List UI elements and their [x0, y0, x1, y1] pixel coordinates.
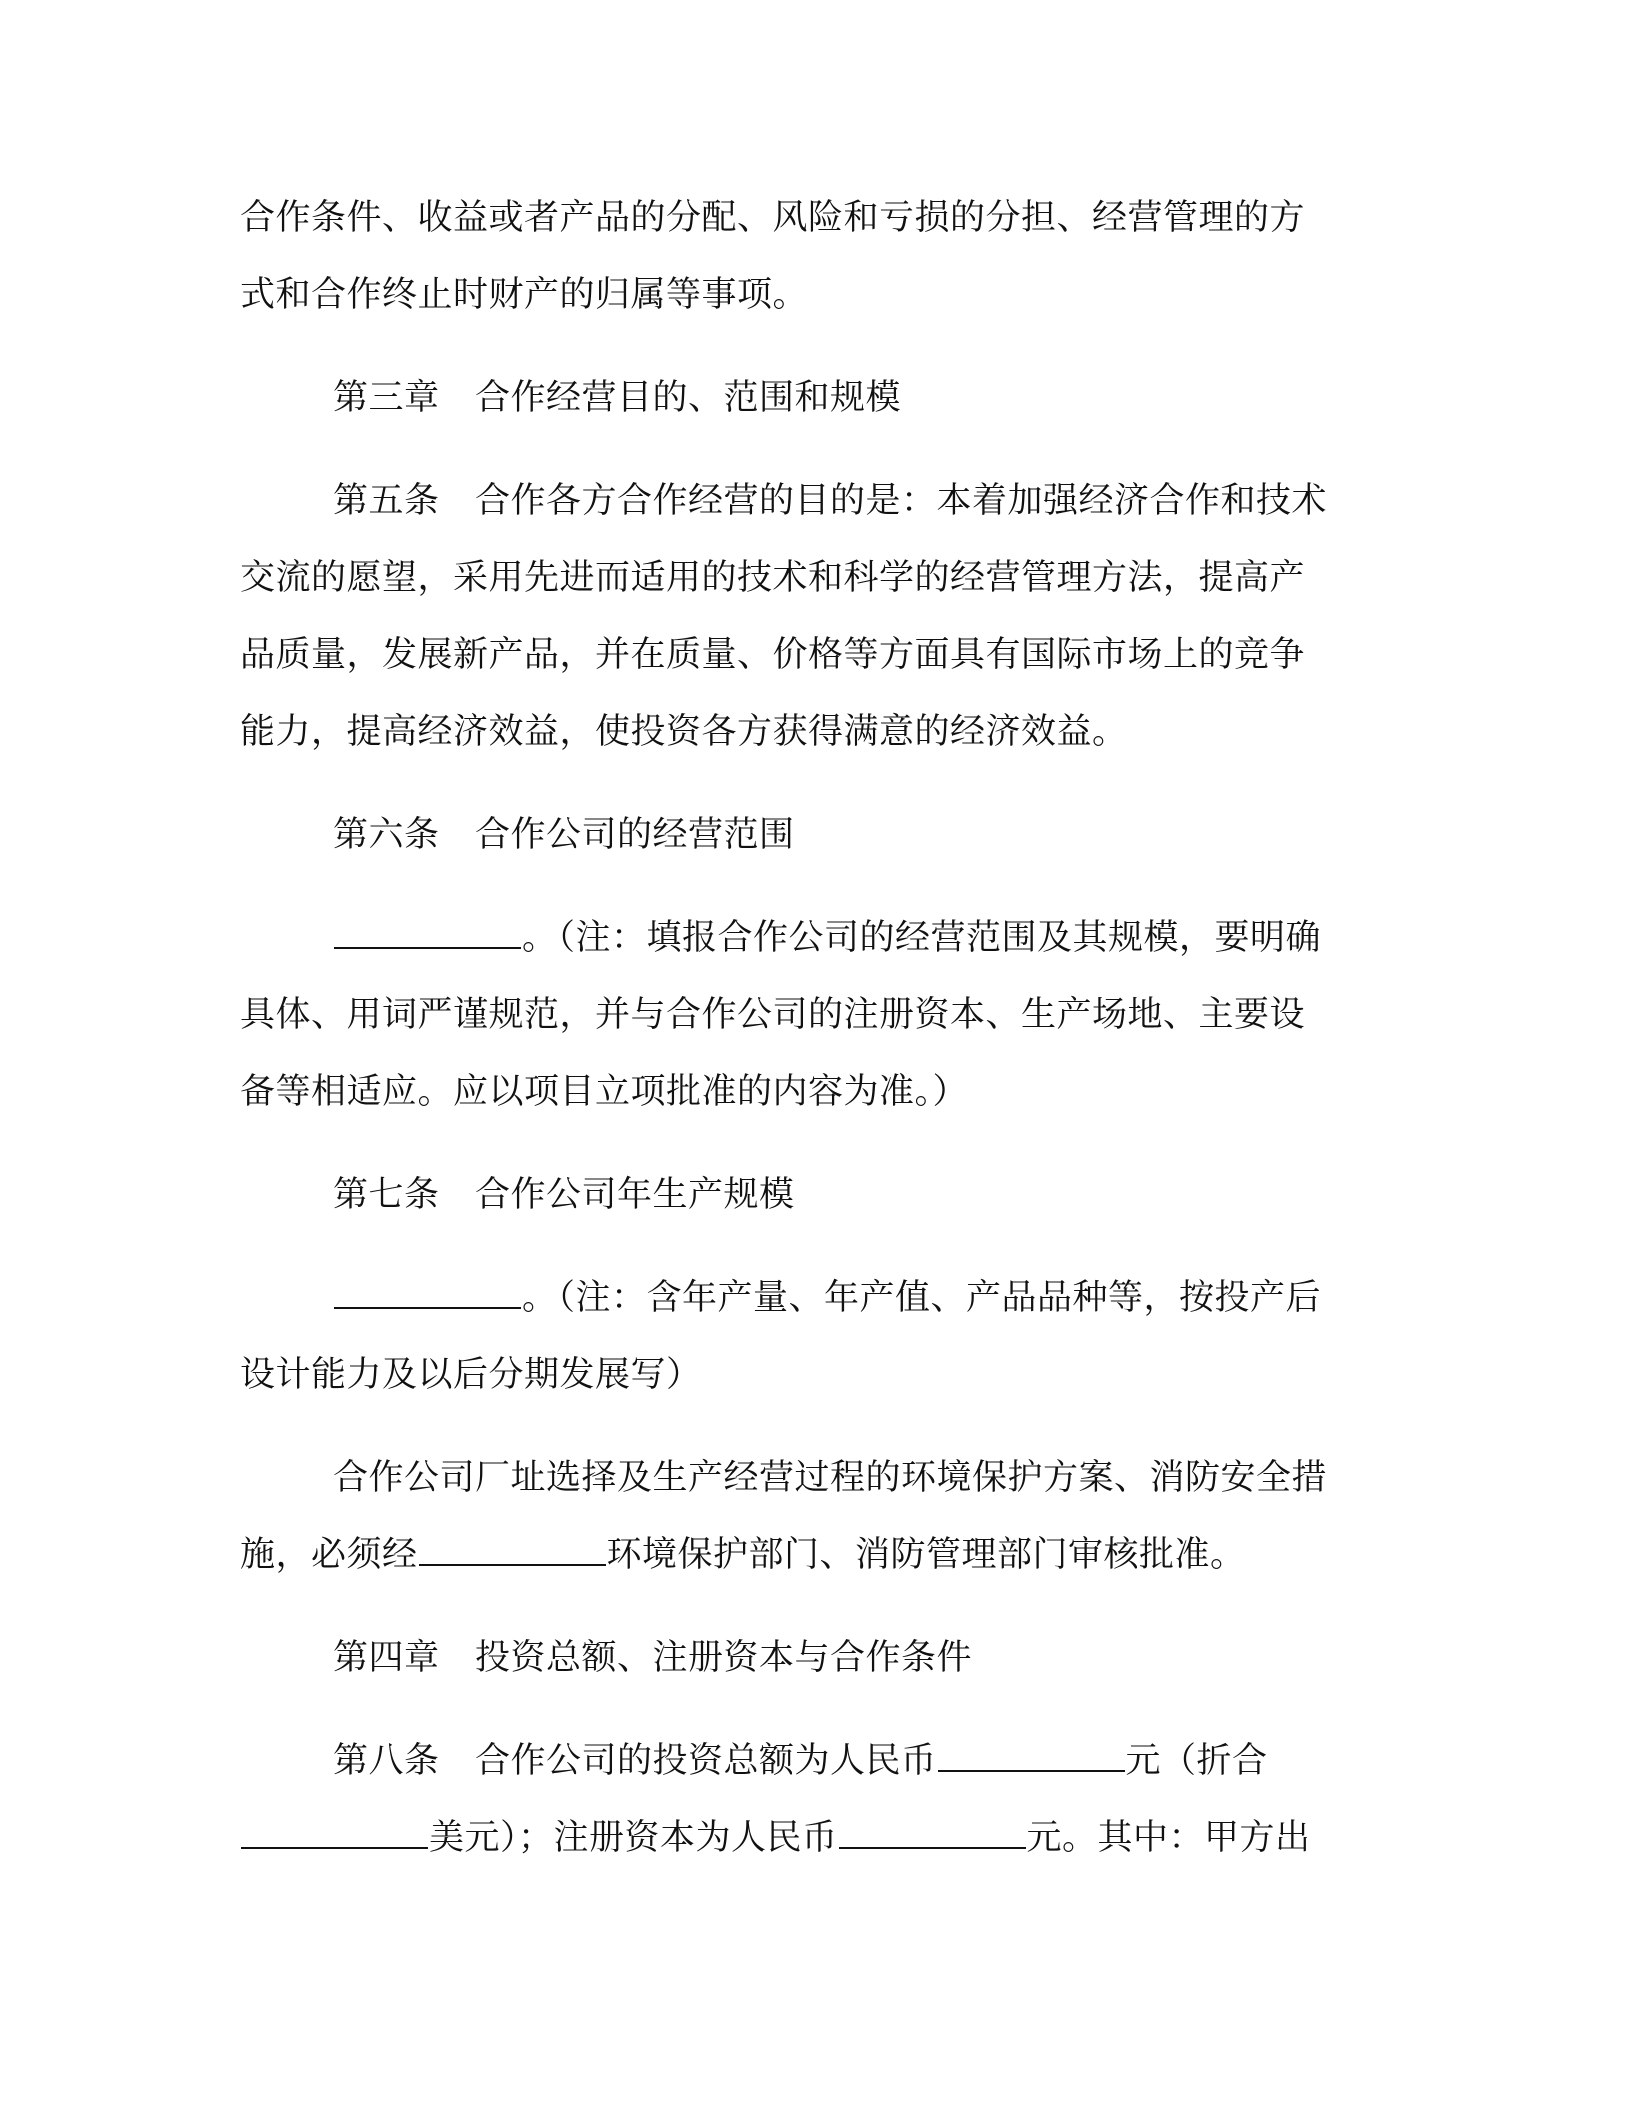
intro-line-2: 式和合作终止时财产的归属等事项。 — [240, 275, 809, 315]
environment-text-pre: 施，必须经 — [240, 1535, 418, 1575]
article-8-text-a: 美元）；注册资本为人民币 — [429, 1818, 838, 1858]
article-6-note-line-3: 备等相适应。应以项目立项批准的内容为准。） — [240, 1072, 969, 1112]
chapter-4-heading: 第四章 投资总额、注册资本与合作条件 — [333, 1638, 973, 1678]
chapter-3-heading: 第三章 合作经营目的、范围和规模 — [333, 378, 902, 418]
environment-line-2 — [240, 1517, 1375, 1594]
article-8-line-1 — [240, 1723, 1375, 1800]
article-6-heading: 第六条 合作公司的经营范围 — [333, 815, 795, 855]
intro-line-1: 合作条件、收益或者产品的分配、风险和亏损的分担、经营管理的方 — [240, 198, 1306, 238]
article-7-note-line-2: 设计能力及以后分期发展写） — [240, 1355, 702, 1395]
article-5-line-4: 能力，提高经济效益，使投资各方获得满意的经济效益。 — [240, 712, 1128, 752]
article-8-text-pre: 第八条 合作公司的投资总额为人民币 — [333, 1741, 937, 1781]
article-7-note-line-1 — [240, 1260, 1375, 1337]
document-page — [240, 180, 1375, 1877]
fill-in-blank[interactable] — [938, 1744, 1125, 1772]
article-5-line-3: 品质量，发展新产品，并在质量、价格等方面具有国际市场上的竞争 — [240, 635, 1306, 675]
fill-in-blank[interactable] — [419, 1538, 606, 1566]
article-5-line-1: 第五条 合作各方合作经营的目的是：本着加强经济合作和技术 — [333, 481, 1328, 521]
fill-in-blank[interactable] — [334, 921, 521, 949]
fill-in-blank[interactable] — [839, 1821, 1026, 1849]
article-8-line-2 — [240, 1800, 1375, 1877]
article-8-text-post: 元（折合 — [1125, 1741, 1268, 1781]
article-5-line-2: 交流的愿望，采用先进而适用的技术和科学的经营管理方法，提高产 — [240, 558, 1306, 598]
article-8-text-b: 元。其中：甲方出 — [1026, 1818, 1311, 1858]
environment-line-1: 合作公司厂址选择及生产经营过程的环境保护方案、消防安全措 — [333, 1458, 1328, 1498]
fill-in-blank[interactable] — [241, 1821, 428, 1849]
article-7-heading: 第七条 合作公司年生产规模 — [333, 1175, 795, 1215]
article-6-note-line-1 — [240, 900, 1375, 977]
article-6-note-text: 。（注：填报合作公司的经营范围及其规模，要明确 — [522, 918, 1322, 958]
environment-text-post: 环境保护部门、消防管理部门审核批准。 — [606, 1535, 1246, 1575]
article-6-note-line-2: 具体、用词严谨规范，并与合作公司的注册资本、生产场地、主要设 — [240, 995, 1306, 1035]
fill-in-blank[interactable] — [334, 1281, 521, 1309]
article-7-note-text: 。（注：含年产量、年产值、产品品种等，按投产后 — [522, 1278, 1322, 1318]
